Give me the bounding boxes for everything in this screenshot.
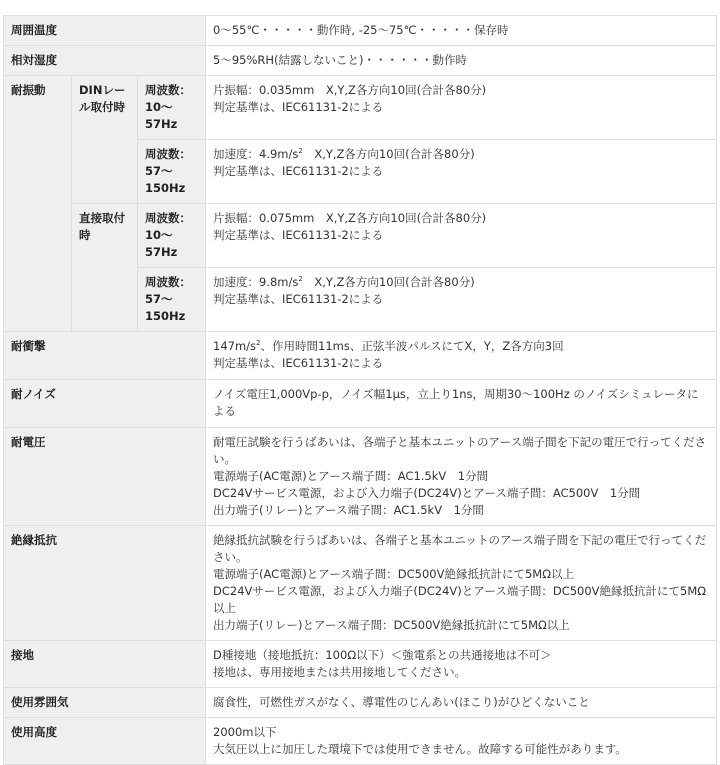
vibration-direct-freq2-label: 周波数：57～150Hz xyxy=(138,268,206,332)
row-value-operating-temp: 0～55℃・・・・・動作時, -25～75℃・・・・・保存時 xyxy=(206,16,717,46)
row-label-operating-temp: 周囲温度 xyxy=(4,16,206,46)
vibration-direct-label: 直接取付時 xyxy=(72,204,138,332)
table-row xyxy=(4,380,717,428)
vibration-din-label: DINレール取付時 xyxy=(72,76,138,204)
row-label-noise: 耐ノイズ xyxy=(4,380,206,428)
row-value-humidity: 5～95%RH(結露しないこと)・・・・・・動作時 xyxy=(206,46,717,76)
row-value-grounding xyxy=(206,641,717,688)
vibration-direct-freq1-label: 周波数：10～57Hz xyxy=(138,204,206,268)
vibration-direct-freq1-value xyxy=(206,204,717,268)
exponent: 2 xyxy=(256,339,261,347)
vibration-direct-freq1-line2: 判定基準は、IEC61131-2による xyxy=(213,228,384,242)
exponent: 2 xyxy=(298,275,303,283)
vibration-din-freq1-line2: 判定基準は、IEC61131-2による xyxy=(213,100,384,114)
grounding-line1: D種接地（接地抵抗：100Ω以下）＜強電系との共通接地は不可＞ xyxy=(213,648,552,662)
vibration-din-freq1-label: 周波数：10～57Hz xyxy=(138,76,206,140)
row-value-insulation xyxy=(206,526,717,641)
insulation-line2: 電源端子(AC電源)とアース端子間：DC500V絶縁抵抗計にて5MΩ以上 xyxy=(213,567,574,581)
insulation-line1: 絶縁抵抗試験を行うばあいは、各端子と基本ユニットのアース端子間を下記の電圧で行ってください。 xyxy=(213,533,707,564)
vibration-din-freq2-line2: 判定基準は、IEC61131-2による xyxy=(213,164,384,178)
row-label-withstand-voltage: 耐電圧 xyxy=(4,428,206,526)
row-value-noise: ノイズ電圧1,000Vp-p，ノイズ幅1μs，立上り1ns，周期30～100Hz のノイズシミュレータによる xyxy=(206,380,717,428)
table-row xyxy=(4,16,717,46)
insulation-line4: 出力端子(リレー)とアース端子間：DC500V絶縁抵抗計にて5MΩ以上 xyxy=(213,618,570,632)
insulation-line3: DC24Vサービス電源，および入力端子(DC24V)とアース端子間：DC500V絶縁抵抗計にて5MΩ以上 xyxy=(213,584,707,615)
direction-text: X,Y,Z各方向10回(合計各80分) xyxy=(302,147,475,161)
table-row xyxy=(4,46,717,76)
row-label-grounding: 接地 xyxy=(4,641,206,688)
table-row xyxy=(4,428,717,526)
shock-description: 、作用時間11ms、正弦半波パルスにてX，Y，Z各方向3回 xyxy=(260,339,564,353)
exponent: 2 xyxy=(298,147,303,155)
shock-line2: 判定基準は、IEC61131-2による xyxy=(213,356,384,370)
table-row xyxy=(4,688,717,718)
spec-table xyxy=(3,15,717,765)
vibration-din-freq2-label: 周波数：57～150Hz xyxy=(138,140,206,204)
row-label-humidity: 相対湿度 xyxy=(4,46,206,76)
vibration-direct-freq2-line1 xyxy=(213,274,709,291)
row-label-atmosphere: 使用雰囲気 xyxy=(4,688,206,718)
vibration-direct-freq1-line1: 片振幅：0.075mm X,Y,Z各方向10回(合計各80分) xyxy=(213,211,487,225)
vibration-direct-freq2-value xyxy=(206,268,717,332)
acceleration-text: 加速度：4.9m/s xyxy=(213,147,299,161)
vibration-din-freq1-line1: 片振幅：0.035mm X,Y,Z各方向10回(合計各80分) xyxy=(213,83,487,97)
acceleration-text: 加速度：9.8m/s xyxy=(213,275,299,289)
vibration-din-freq2-line1 xyxy=(213,146,709,163)
table-row xyxy=(4,641,717,688)
vibration-direct-freq2-line2: 判定基準は、IEC61131-2による xyxy=(213,292,384,306)
withstand-voltage-line1: 耐電圧試験を行うばあいは、各端子と基本ユニットのアース端子間を下記の電圧で行ってください。 xyxy=(213,435,707,466)
altitude-line1: 2000m以下 xyxy=(213,725,277,739)
table-row xyxy=(4,718,717,765)
shock-line1 xyxy=(213,338,709,355)
table-row xyxy=(4,526,717,641)
row-label-altitude: 使用高度 xyxy=(4,718,206,765)
withstand-voltage-line3: DC24Vサービス電源，および入力端子(DC24V)とアース端子間：AC500V 1分間 xyxy=(213,486,641,500)
grounding-line2: 接地は、専用接地または共用接地してください。 xyxy=(213,665,467,679)
vibration-din-freq2-value xyxy=(206,140,717,204)
direction-text: X,Y,Z各方向10回(合計各80分) xyxy=(302,275,475,289)
row-value-altitude xyxy=(206,718,717,765)
vibration-din-freq1-value xyxy=(206,76,717,140)
acceleration-text: 147m/s xyxy=(213,339,257,353)
table-row xyxy=(4,204,717,268)
row-value-shock xyxy=(206,332,717,380)
row-label-vibration: 耐振動 xyxy=(4,76,72,332)
row-value-atmosphere: 腐食性，可燃性ガスがなく、導電性のじんあい(ほこり)がひどくないこと xyxy=(206,688,717,718)
row-label-insulation: 絶縁抵抗 xyxy=(4,526,206,641)
withstand-voltage-line2: 電源端子(AC電源)とアース端子間：AC1.5kV 1分間 xyxy=(213,469,489,483)
row-label-shock: 耐衝撃 xyxy=(4,332,206,380)
altitude-line2: 大気圧以上に加圧した環境下では使用できません。故障する可能性があります。 xyxy=(213,742,627,756)
row-value-withstand-voltage xyxy=(206,428,717,526)
withstand-voltage-line4: 出力端子(リレー)とアース端子間：AC1.5kV 1分間 xyxy=(213,503,484,517)
table-row xyxy=(4,332,717,380)
table-row xyxy=(4,76,717,140)
